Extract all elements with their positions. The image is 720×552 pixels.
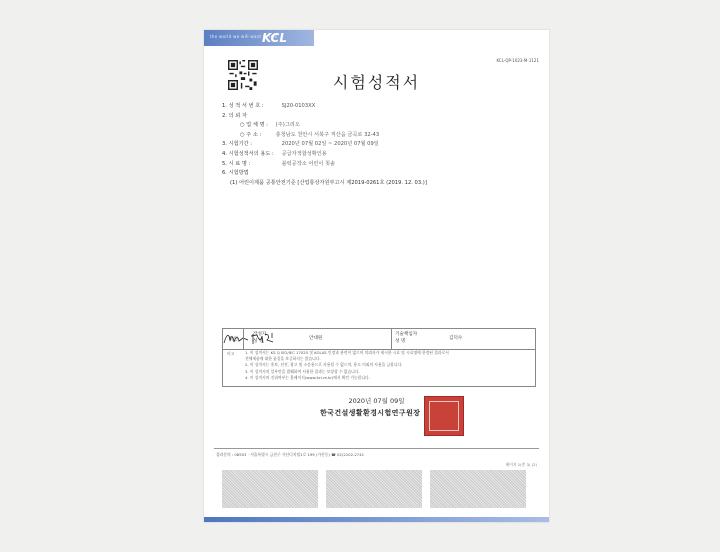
page-reference: 페이지 1(총 3) (2) [505, 462, 537, 467]
approver-name: 김덕수 [449, 336, 463, 341]
approver-position: 성 명 [395, 339, 406, 344]
sample-name: 블럭공작소 어린이 칫솔 [281, 160, 336, 167]
kcl-banner [204, 30, 314, 46]
security-pattern [430, 470, 526, 508]
writer-position: 성 명 [253, 339, 264, 344]
bottom-brand-bar [204, 517, 549, 522]
report-number-row: 1. 성 적 서 번 호 : SJ20-0103XX [222, 103, 316, 109]
address-row: ○ 주 소 : 충청남도 천안시 서북구 직산읍 금곡로 32-43 [240, 131, 380, 138]
writer-role: 작성자 [253, 332, 267, 337]
writer-name: 안대원 [309, 336, 323, 341]
note-item: 4. 이 성적서의 진위여부는 홈페이지(www.kcl.re.kr)에서 확인 가능합니다. [245, 374, 370, 380]
document-title: 시험성적서 [332, 73, 421, 92]
test-period: 2020년 07월 02일 ~ 2020년 07월 09일 [281, 141, 379, 148]
seal-border [429, 401, 459, 431]
report-purpose: 공급자적합성확인용 [281, 150, 327, 157]
official-seal [424, 396, 464, 436]
issuing-organization: 한국건설생활환경시험연구원장 [320, 409, 421, 417]
footer-divider [214, 448, 539, 449]
test-period-row: 3. 시험기간 : 2020년 07월 02일 ~ 2020년 07월 09일 [222, 141, 379, 148]
test-method: (1) 어린이제품 공통안전기준 [산업통상자원부고시 제2019-0261호 (2019. 12. 03.)] [230, 179, 427, 186]
note-item: 1. 이 성적서는 KS Q ISO/IEC 17025 및 KOLAS 인정과 관련이 없으며 의뢰자가 제시한 시료 및 시료명에 한정된 결과로서 [245, 350, 449, 355]
company-row: ○ 업 체 명 : (주)그리오 [240, 122, 300, 129]
client-label: 2. 의 뢰 자 [222, 112, 247, 119]
issue-date: 2020년 07월 09일 [348, 397, 405, 405]
approver-role: 기술책임자 [395, 332, 418, 337]
note-item: 3. 이 성적서의 일부만을 발췌하여 사용한 결과는 보장할 수 없습니다. [245, 368, 360, 374]
company-address: 충청남도 천안시 서북구 직산읍 금곡로 32-43 [275, 131, 380, 138]
certificate-document [204, 30, 549, 522]
confirm-label: 확인 [229, 337, 238, 342]
sample-row: 5. 시 료 명 : 블럭공작소 어린이 칫솔 [222, 160, 336, 167]
certificate-fields [222, 102, 542, 188]
note-item: 2. 이 성적서는 홍보, 선전, 광고 및 소송용으로 사용될 수 없으며, 용도 이외의 사용을 금합니다. [245, 362, 403, 368]
company-name: (주)그리오 [275, 122, 300, 129]
banner-tagline: the world we will want to live [210, 34, 278, 39]
purpose-row: 4. 시험성적서의 용도 : 공급자적합성확인용 [222, 150, 327, 157]
notes-label: 비고 [227, 351, 235, 356]
note-item: 전체제품에 대한 품질을 보증하지는 않습니다. [245, 356, 321, 362]
notes-list [245, 350, 531, 381]
method-label: 6. 시험방법 [222, 170, 249, 177]
document-number: KCL-QP-1023-M-1121 [496, 58, 539, 63]
security-pattern [326, 470, 422, 508]
report-number: SJ20-0103XX [281, 103, 316, 109]
signature-table [222, 328, 536, 350]
kcl-logo: KCL [262, 31, 287, 45]
security-pattern [222, 470, 318, 508]
notes-box [222, 348, 536, 387]
footer-address: 결과문의 : 08503 · 서울특별시 금천구 가산디지털1로 199 (가산동) ☎ 02)2102-2741 [216, 452, 365, 457]
